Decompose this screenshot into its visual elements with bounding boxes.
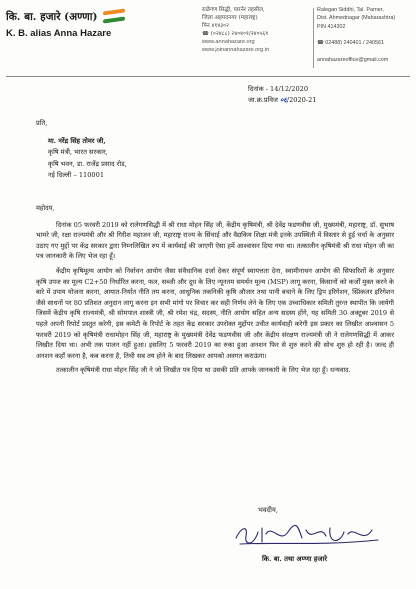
email-link[interactable]: annahazareoffice@gmail.com [317, 56, 389, 63]
recipient-line-1: कृषि मंत्री, भारत सरकार, [48, 148, 108, 156]
letter-reference: जा.क्र.प्रविज ०६/2020-21 [248, 96, 317, 104]
handwritten-signature [232, 520, 382, 550]
recipient-line-2: कृषि भवन, डा. राजेंद्र प्रसाद रोड, [48, 159, 127, 168]
letterhead [6, 6, 410, 74]
website-link-1[interactable]: www.annahazare.org [202, 39, 255, 45]
salutation: महोदय, [36, 204, 55, 212]
recipient-line-3: नई दिल्ली – 110001 [48, 171, 105, 179]
closing-bhavdiya: भवदीय, [258, 506, 279, 514]
letter-date: दिनांक - 14/12/2020 [248, 85, 309, 93]
recipient-name: मा. नरेंद्र सिंह तोमर जी, [48, 136, 106, 145]
letterhead-phone-english: ☎ 02488) 240401 / 240561 [317, 40, 384, 47]
letterhead-name-hindi: कि. बा. हजारे (अण्णा) [6, 10, 176, 24]
reference-number: ०६ [279, 97, 287, 104]
letterhead-phone-hindi: ☎ (०२४८८) २४०४०१/२४०५६१ [202, 31, 269, 37]
recipient-prefix: प्रति, [36, 119, 48, 127]
paragraph-1: दिनांक 05 फरवरी 2019 को रालेगणसिद्धी में श्री राधा मोहन सिंह जी, केंद्रीय कृषिमंत्री, श्री देवेंद्र फडणवीस जी, मुख्यमंत्री, महाराष्ट्र, डॉ. सुभाष भामरे जी, रक्षा राज्यमंत्री और श्री गिरीश महाजन जी, महाराष्ट्र राज्य के सिंचाई और वैद्यकिय शिक्षा मंत्री इनके उपस्थिती में विस्तार से हुई चर्चा के अनुसार उठाए गए मुद्दों पर केंद्र सरकार द्वारा निम्नलिखित रुप में कार्यवाई की जाएगी ऐसा हमें आश्वासन दिया गया था। तत्कालीन कृषिमंत्री श्री राधा मोहन जी का पत्र जानकारी के लिए भेज रहा हूँ। [36, 220, 394, 261]
website-link-2[interactable]: www.joinannahazare.org.in [202, 47, 270, 53]
letterhead-divider [313, 8, 314, 68]
letterhead-address-hindi: राळेगण सिद्धी, पारनेर तहसील, जिला अहमदनगर (महाराष्ट्र) पिन ४१४३०२ ☎ (०२४८८) २४०४०१/२४०५६१ www.annahazare.org www.joinannahazare.org.in [202, 6, 312, 54]
signatory-name: कि. बा. तथा अण्णा हजारे [262, 555, 328, 563]
letterhead-name-block [6, 10, 176, 39]
paragraph-2: केंद्रीय कृषिमूल्य आयोग को निर्वाचन आयोग जैसा संवैधानिक दर्जा देकर संपूर्ण स्वायत्तता देना, स्वामीनाथन आयोग की सिफारिशों के अनुसार कृषि उपज का मूल्य C2+50 निर्धारित करना, फल, सब्जी और दूध के लिए न्यूनतम समर्थन मूल्य (MSP) लागू करना, किसानों को कर्जों मुक्त करने के बारे में उपाय योजना करना, आयात-निर्यात नीति तय करना, आधुनिक तकनिकी कृषि औजार तथा पानी बचाने के लिए ड्रिप इरिगेशन, स्प्रिंकलर इरिगेशन जैसे साधनों पर 80 प्रतिशत अनुदान लागू करना इन सभी मांगो पर विचार कर सही निर्णय लेने के लिए एक उच्चाधिकार समिती तुरन्त स्थापीत कि जायेगी जिसमें केंद्रीय कृषि राज्यमंत्री, श्री सोमपाल शास्त्री जी, श्री रमेश चंद्र, सदस्य, नीति आयोग सहित अन्य सदस्य होंगे, यह समिती 30 अक्टूबर 2019 से पहले अपनी रिपोर्ट प्रस्तुत करेगी, इस कमेटी के रिपोर्ट के तहत केंद्र सरकार उपरोक्त मुद्दोंपर उचीत कार्यवाही करेगी इस प्रकार का लिखीत आश्वासन 5 फरवरी 2019 को कृषिमंत्री राधामोहन सिंह जी, महाराष्ट्र के मुख्यमंत्री देवेंद्र फडणवीस जी और केंद्रीय संरक्षण राज्यमंत्री जी ने रालेगणसिद्धी में आकर लिखीत दिया था। अभी तक पालन नहीं हुआ। इसलिए 5 फरवरी 2019 का रुका हुआ अनशन फिर से शुरु करने की सोच शुरु हो रही है। जल्द ही अनशन कहाँ करना है, कब करना है, तिथी सब तय होने के बाद लिखकर आपको अवगत कराऊंगा। [36, 266, 394, 360]
letterhead-rule [6, 76, 410, 77]
indian-flag-icon [103, 10, 125, 22]
letterhead-address-english: Ralegan Siddhi, Tal. Parner, Dist. Ahmednagar (Maharashtra) PIN 414302 ☎ 02488) 240401 / 240561 annahazareoffice@gmail.com [317, 6, 416, 64]
letter-body [36, 203, 394, 380]
letterhead-name-english: K. B. alias Anna Hazare [6, 28, 112, 39]
date-reference-block [248, 84, 316, 106]
paragraph-3: तत्कालीन कृषिमंत्री राधा मोहन सिंह जी ने जो लिखीत पत्र दिया था उसकी प्रति आपके जानकारी के लिए भेज रहा हूँ। धन्यवाद. [56, 366, 351, 375]
recipient-address [36, 118, 127, 182]
